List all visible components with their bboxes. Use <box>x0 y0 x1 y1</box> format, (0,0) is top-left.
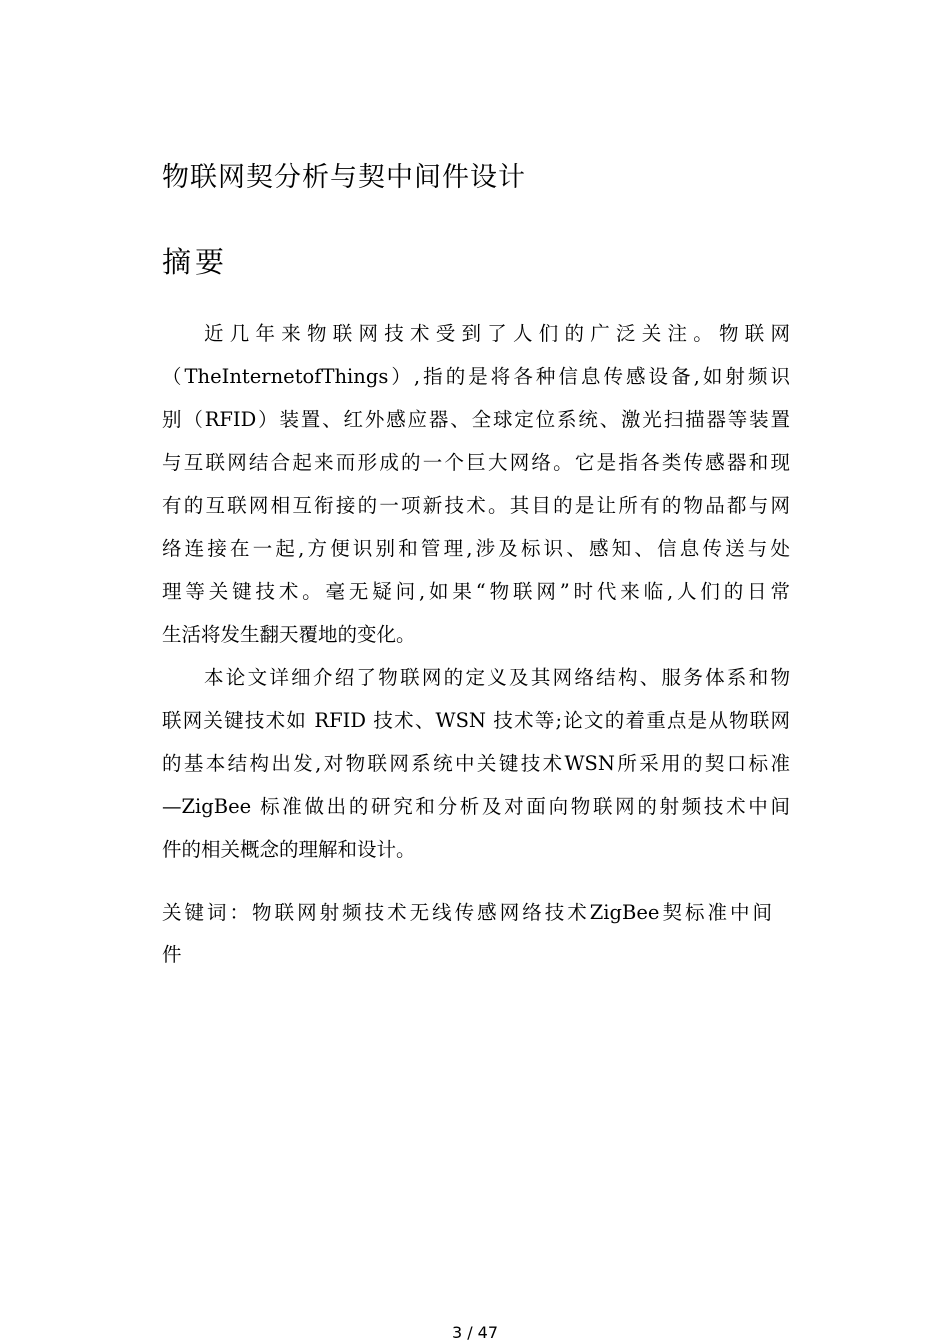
keywords <box>162 892 772 976</box>
abstract-body <box>162 312 790 871</box>
paragraph-line: 有的互联网相互衔接的一项新技术。其目的是让所有的物品都与网 <box>162 494 790 517</box>
abstract-paragraph-1 <box>162 312 790 656</box>
paragraph-line: 络连接在一起,方便识别和管理,涉及标识、感知、信息传送与处 <box>162 537 790 560</box>
keywords-line: 关键词：物联网射频技术无线传感网络技术ZigBee契标准中间 <box>162 901 772 924</box>
paragraph-line: 生活将发生翻天覆地的变化。 <box>162 623 416 646</box>
document-title: 物联网契分析与契中间件设计 <box>162 162 526 193</box>
paragraph-line: 别（RFID）装置、红外感应器、全球定位系统、激光扫描器等装置 <box>162 408 790 431</box>
keywords-line: 件 <box>162 943 182 966</box>
paragraph-line: —ZigBee 标准做出的研究和分析及对面向物联网的射频技术中间 <box>162 795 790 818</box>
page-number: 3 / 47 <box>451 1323 499 1342</box>
paragraph-line: （TheInternetofThings）,指的是将各种信息传感设备,如射频识 <box>162 365 790 388</box>
abstract-paragraph-2 <box>162 656 790 871</box>
paragraph-line: 本论文详细介绍了物联网的定义及其网络结构、服务体系和物 <box>204 666 790 689</box>
paragraph-line: 件的相关概念的理解和设计。 <box>162 838 416 861</box>
abstract-heading: 摘要 <box>162 245 229 279</box>
paragraph-line: 理等关键技术。毫无疑问,如果“物联网”时代来临,人们的日常 <box>162 580 790 603</box>
paragraph-line: 的基本结构出发,对物联网系统中关键技术WSN所采用的契口标准 <box>162 752 790 775</box>
paragraph-line: 与互联网结合起来而形成的一个巨大网络。它是指各类传感器和现 <box>162 451 790 474</box>
paragraph-line: 近几年来物联网技术受到了人们的广泛关注。物联网 <box>204 322 790 345</box>
paragraph-line: 联网关键技术如 RFID 技术、WSN 技术等;论文的着重点是从物联网 <box>162 709 790 732</box>
